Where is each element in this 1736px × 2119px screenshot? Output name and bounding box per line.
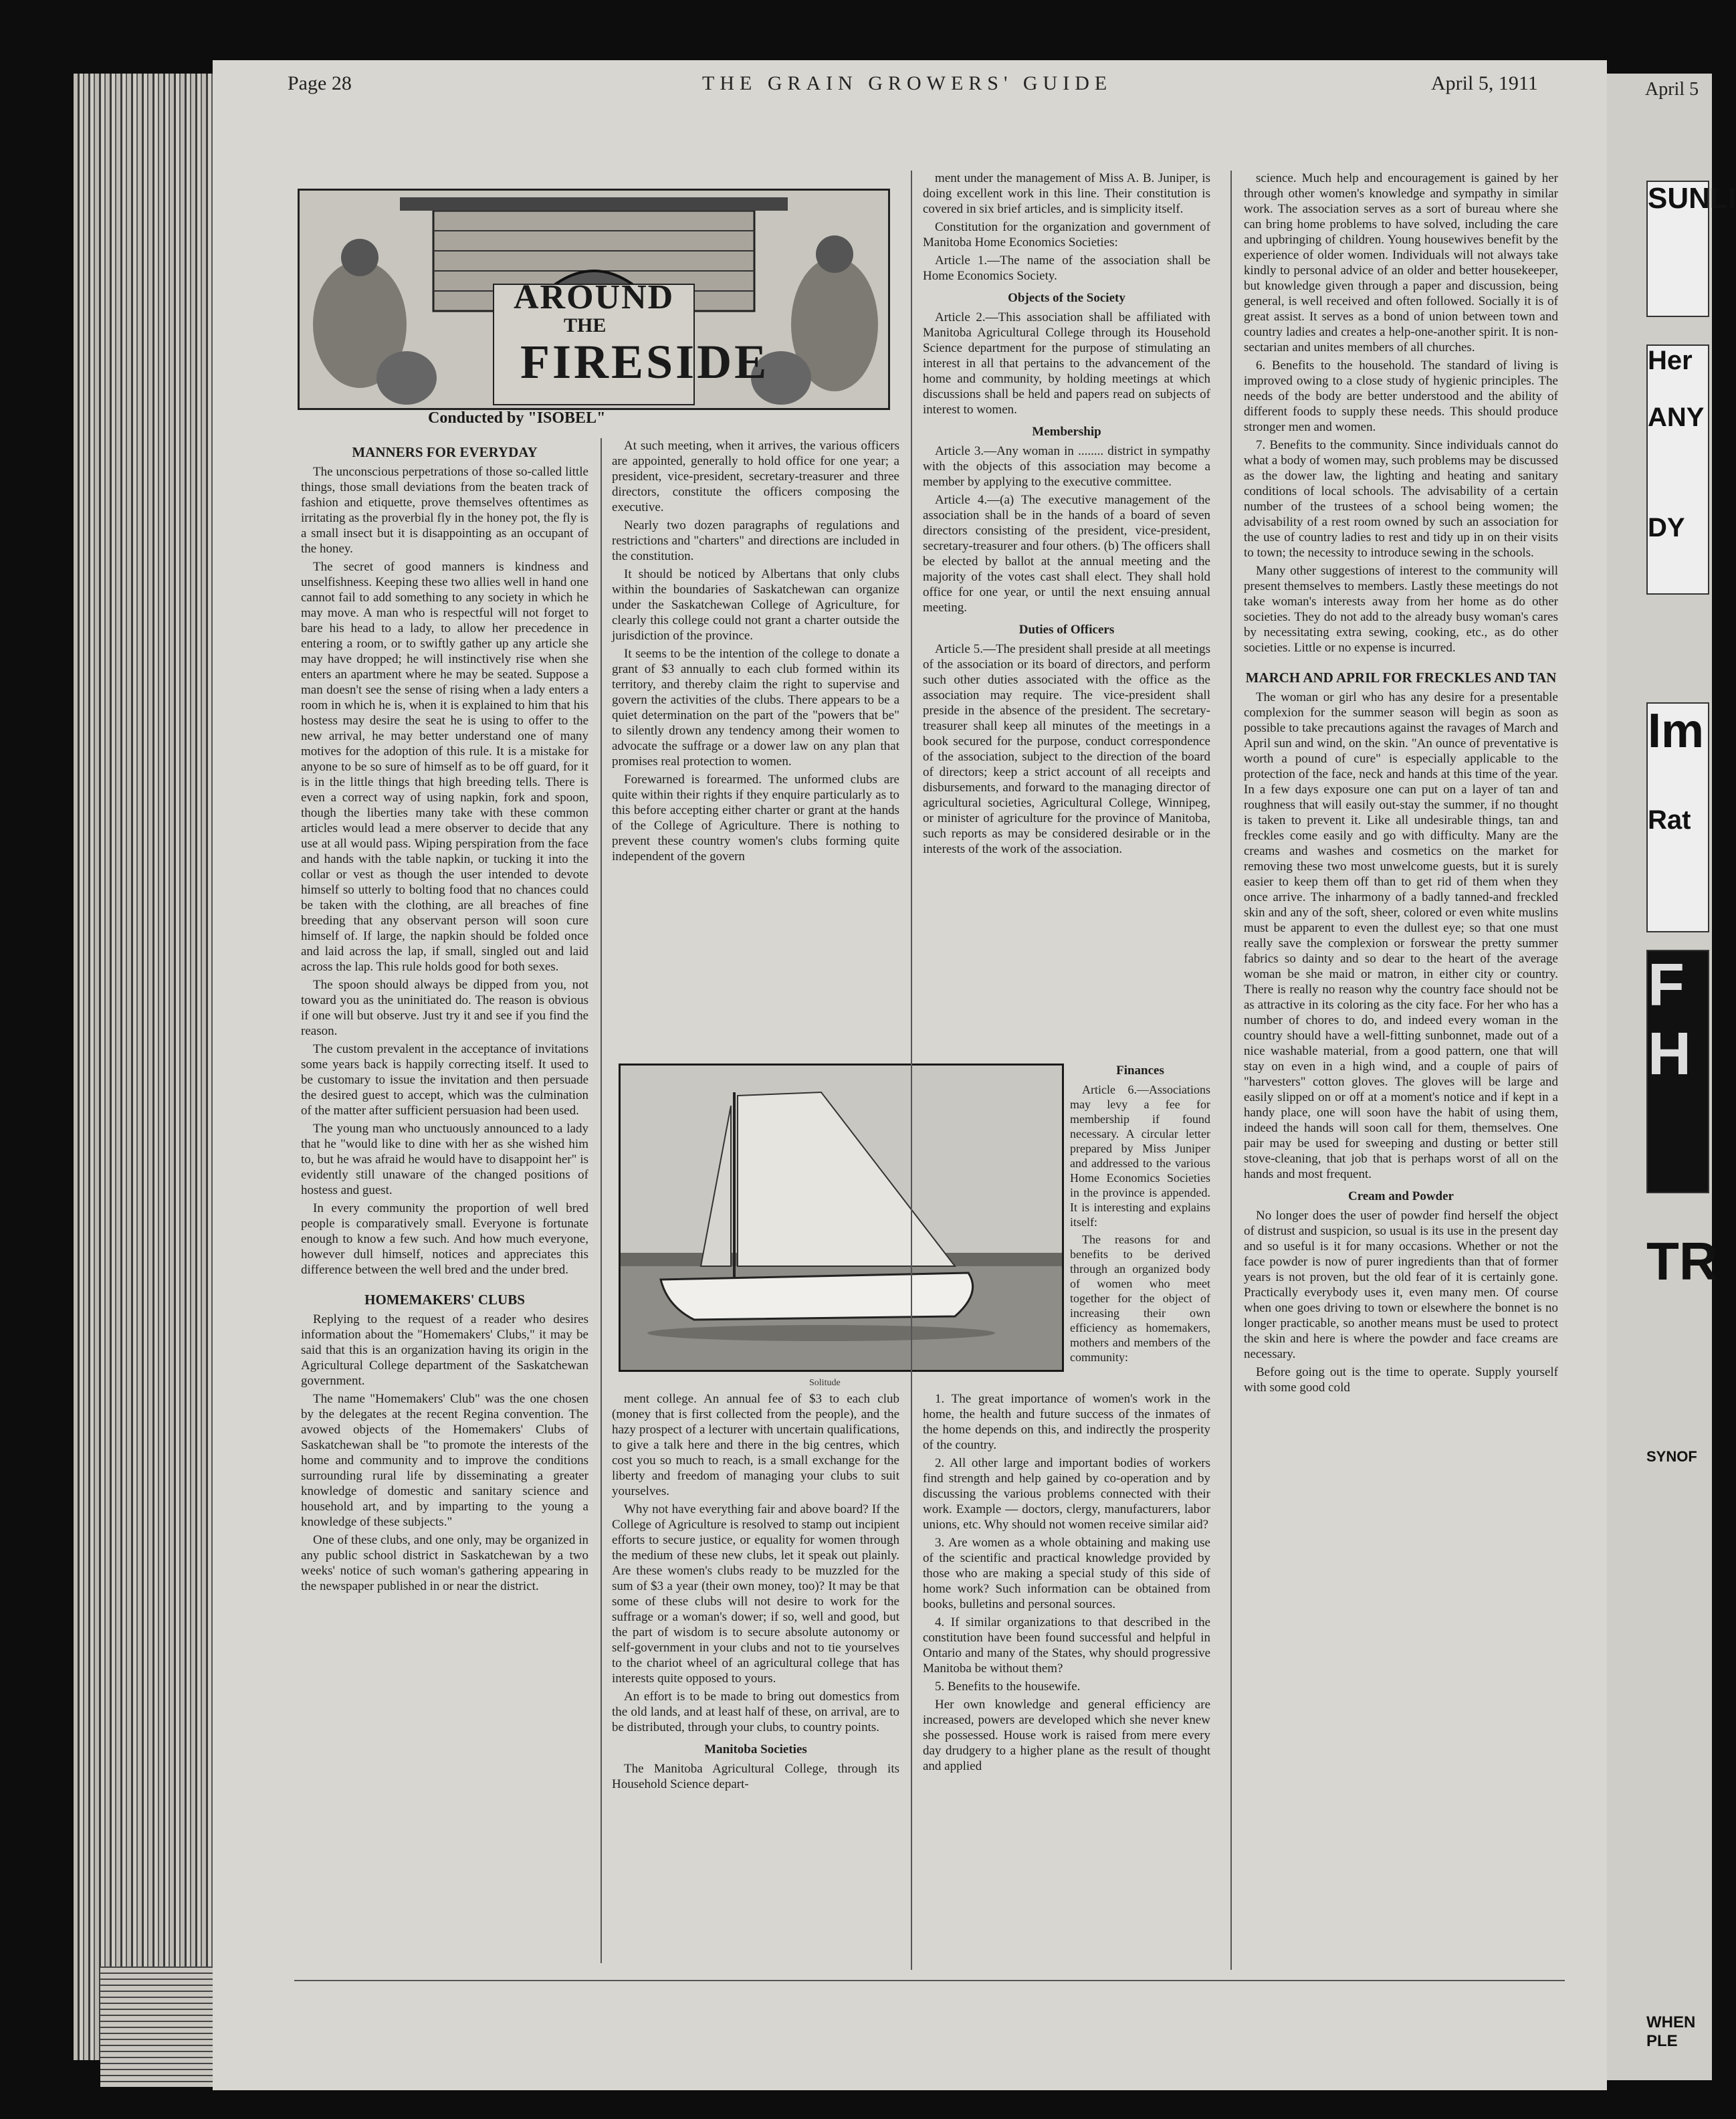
paragraph: The Manitoba Agricultural College, through its Household Science depart- [612,1762,899,1791]
paragraph: The woman or girl who has any desire for a presentable complexion for the summer season will begin as soon as possible to take precautions against the ravages of March and April sun and wind, on the skin. "An ounce of preventative is worth a pound of cure" is especially applicable to the protection of the face, neck and hands at this time of the year. In a few days exposure one can put on a layer of tan and roughness that will easily out-stay the summer, if no thought is taken to prevent it. Like all undesirable things, tan and freckles come easily and go with difficulty. Many are the creams and washes and cosmetics on the market for removing these two most unwelcome guests, but it is surely easier to keep them off than to get rid of them when they once arrive. The inharmony of a badly tanned-and freckled skin and any of the soft, sheer, colored or even white muslins must be apparent to even the dullest eye; so that one must really save the complexion or forswear the pretty summer fabrics so dainty and so dear to the heart of the average woman be she maid or matron, in either city or country. There is really no reason why the country face should not be as attractive in its coloring as the city face. For her who has a number of chores to do, and indeed every woman in the country should have a well-fitting sunbonnet, made out of a nice washable material, from a good pattern, one that will stay on even in a high wind, and a couple of pairs of "harvesters" cotton gloves. The gloves will be large and easily slipped on or off at a moment's notice and if kept in a handy place, one will soon have the habit of using them, indeed the hands will soon call for them, themselves. One pair may be used for sweeping and dusting or better still stove-cleaning, that job that is perhaps worst of all on the hands and most frequent. [1244,690,1558,1181]
sailboat-photo [619,1064,1064,1372]
paragraph: Replying to the request of a reader who desires information about the "Homemakers' Clubs," it may be said that this is an organization having its origin in the Agricultural College department of the Saskatchewan government. [301,1312,588,1388]
heading-manitoba-societies: Manitoba Societies [704,1742,807,1756]
page-number: Page 28 [288,72,352,94]
sailboat-illustration [621,1066,1062,1370]
paragraph: Nearly two dozen paragraphs of regulations and restrictions and "charters" and directions are included in the constitution. [612,518,899,563]
subheading-finances: Finances [1116,1064,1164,1078]
paragraph: The young man who unctuously announced to a lady that he "would like to dine with her as she wished him to, but he was afraid he would have to disappoint her" is evidently still unaware of the changed positions of hostess and guest. [301,1122,588,1197]
paragraph: No longer does the user of powder find herself the object of distrust and suspicion, so usual is its use in the present day and so useful is it for many occasions. Whether or not the face powder is now of purer ingredients than that of former years is not proven, but the old fear of it is certainly gone. Practically everybody uses it, even many men. Of course when one goes driving to town or elsewhere the bonnet is no longer practicable, so another means must be used to protect the skin and here is where the powder and face creams are necessary. [1244,1209,1558,1361]
column-4 [1244,171,1558,1977]
paragraph: One of these clubs, and one only, may be organized in any public school district in Saskatchewan by a two weeks' notice of such woman's gathering appearing in the newspaper published in or near the district. [301,1533,588,1593]
paragraph: Article 3.—Any woman in ........ district in sympathy with the objects of this association may become a member by applying to the executive committee. [923,444,1210,489]
subheading-cream-and-powder: Cream and Powder [1348,1189,1454,1203]
paragraph: The custom prevalent in the acceptance of invitations some years back is happily correcting itself. It used to be customary to issue the invitation and then persuade the desired guest to accept, which was the culmination of the matter after sufficient persuasion had been used. [301,1042,588,1118]
issue-date: April 5, 1911 [1431,72,1538,94]
paragraph: Forewarned is forearmed. The unformed clubs are quite within their rights if they enquire particularly as to this before accepting either charter or grant at the hands of the College of Agriculture. There is nothing to prevent these country women's clubs forming quite independent of the govern [612,773,899,864]
paragraph: The unconscious perpetrations of those so-called little things, those small deviations from the beaten track of fashion and etiquette, prove themselves oftentimes as irritating as the proverbial fly in the honey pot, the fly is a small insect but it is disappointing as an occupant of the honey. [301,465,588,556]
column-3-wrap [1070,1057,1210,1385]
masthead-title: THE GRAIN GROWERS' GUIDE [702,72,1113,94]
heading-homemakers-clubs: HOMEMAKERS' CLUBS [364,1292,525,1308]
paragraph: The reasons for and benefits to be derived through an organized body of women who meet together for the object of increasing their own efficiency as homemakers, mothers and members of the community: [1070,1233,1210,1364]
bottom-rule [294,1980,1565,1981]
column-rule [911,171,912,1970]
column-rule [1230,171,1232,1970]
fireside-banner [298,189,890,410]
byline: Conducted by "ISOBEL" [428,409,606,427]
paragraph: 6. Benefits to the household. The standard of living is improved owing to a close study of hygienic principles. The needs of the body are better understood and the ability of different foods to supply these needs. This should produce stronger men and women. [1244,359,1558,434]
column-2-top [612,438,899,1053]
ad-sunlight: SUNLI [1646,181,1709,317]
paragraph: ment college. An annual fee of $3 to each club (money that is first collected from the people), and the hazy prospect of a lecturer with uncertain qualifications, to give a talk here and there in the big centres, which cost you so much to reach, is a small exchange for the liberty and freedom of managing your clubs to suit yourselves. [612,1392,899,1498]
paragraph: The name "Homemakers' Club" was the one chosen by the delegates at the recent Regina convention. The avowed objects of the Homemakers' Clubs of Saskatchewan shall be "to promote the interests of the home and community and to improve the conditions surrounding rural life by disseminating a greater knowledge of domestic and sanitary science and household art, and by imparting to the young a knowledge of these subjects." [301,1392,588,1529]
paragraph: At such meeting, when it arrives, the various officers are appointed, generally to hold office for one year; a president, vice-president, secretary-treasurer and three directors, constitute the officers composing the executive. [612,439,899,514]
paragraph: Before going out is the time to operate. Supply yourself with some good cold [1244,1365,1558,1395]
paragraph: An effort is to be made to bring out domestics from the old lands, and at least half of these, on arrival, are to be distributed, through your clubs, to country points. [612,1690,899,1734]
paragraph: Constitution for the organization and government of Manitoba Home Economics Societies: [923,220,1210,249]
banner-title-fireside: FIRESIDE [520,335,770,389]
paragraph: 7. Benefits to the community. Since individuals cannot do what a body of women may, such problems may be discussed as the dower law, the lighting and heating and sanitary conditions of local schools. The advisability of a certain number of the trustees of a school being women; the advisability of a rest room owned by such an association for the use of country ladies to rest and tidy up in on their visits to town; the necessity to introduce sewing in the schools. [1244,438,1558,560]
subheading-membership: Membership [1032,425,1101,439]
paragraph: The spoon should always be dipped from you, not toward you as the uninitiated do. The reason is obvious if one will but observe. Just try it and see if you find the reason. [301,978,588,1038]
ad-when: WHEN PLE [1646,2013,1696,2050]
paragraph: It seems to be the intention of the college to donate a grant of $3 annually to each club formed within its territory, and thereby claim the right to supervise and govern the activities of the clubs. There appears to be a quiet determination on the part of the "powers that be" to silently drown any tendency among their women to advocate the suffrage or a dower law on any plan that promises real protection to women. [612,647,899,769]
column-1 [301,438,588,1963]
paragraph: science. Much help and encouragement is gained by her through other women's knowledge and sympathy in similar work. The association serves as a sort of bureau where she can bring home problems to have solved, including the care and upbringing of children. Young housewives benefit by the experience of older women. Individuals will not always take kindly to personal advice of an older and better housekeeper, but knowledge given through a paper and discussion, being general, is well received and often followed. Socially it is of great assist. It serves as a bond of union between town and country ladies and creates a help-one-another spirit. It is non-sectarian and unites members of all churches. [1244,171,1558,355]
paragraph: 3. Are women as a whole obtaining and making use of the scientific and practical knowledge provided by those who are making a special study of this side of home work? Such information can be obtained from books, bulletins and personal sources. [923,1536,1210,1611]
paragraph: Her own knowledge and general efficiency are increased, powers are developed which she never knew she possessed. House work is raised from mere every day drudgery to a higher plane as the result of thought and applied [923,1698,1210,1773]
paragraph: ment under the management of Miss A. B. Juniper, is doing excellent work in this line. Their constitution is covered in six brief articles, and is simplicity itself. [923,171,1210,216]
paragraph: Why not have everything fair and above board? If the College of Agriculture is resolved to stamp out incipient efforts to secure justice, or equality for women through the medium of these new clubs, let it speak out plainly. Are these women's clubs ready to be muzzled for the sum of $3 a year (their own money, too)? It may be that some of these clubs will not desire to work for the suffrage or a woman's dower; if so, well and good, but the part of wisdom is to secure absolute autonomy or self-government in your clubs and not to tie yourselves to the chariot wheel of an agricultural college that has interests quite opposed to yours. [612,1502,899,1686]
paragraph: Article 6.—Associations may levy a fee for membership if found necessary. A circular letter prepared by Miss Juniper and addressed to the various Home Economics Societies in the province is appended. It is interesting and explains itself: [1070,1083,1210,1229]
heading-freckles-and-tan: MARCH AND APRIL FOR FRECKLES AND TAN [1245,670,1557,686]
ad-fh: F H [1646,950,1709,1193]
ad-synof: SYNOF [1646,1448,1697,1465]
page-edges-left [74,74,214,2060]
ad-here: Her ANY DY [1646,344,1709,595]
banner-title-the: THE [564,314,607,336]
paragraph: The secret of good manners is kindness and unselfishness. Keeping these two allies well in hand one cannot fail to add something to any society in which he may move. A man who is respectful will not forget to bare his head to a lady, to allow her precedence in entering a room, or to swiftly gather up any article she may have dropped; he will instinctively rise when she enters an apartment where he may be seated. Suppose a man doesn't see the sense of rising when a lady enters a room in which he is, when it is explained to him that his hostess may desire the seat he is using to offer to the new arrival, he may better understand one of many motives for the adoption of this rule. It is a mistake for anyone to be so sure of himself as to be off guard, for it is in the little things that high breeding tells. There is even a correct way of using napkin, fork and spoon, though the liberties many take with these common articles would lead a mere observer to decide that any use at all would pass. Wiping perspiration from the face and hands with the table napkin, or tucking it into the collar or vest as though the user intended to devote himself so utterly to bolting food that no chances could be taken with the clothing, are all breaches of fine breeding that any observant person will soon cure himself of. If large, the napkin should be folded once and laid across the lap, if small, singled out and laid across the lap. This rule holds good for both sexes. [301,560,588,974]
column-rule [601,438,602,1963]
paragraph: Article 5.—The president shall preside at all meetings of the association or its board of directors, and perform such other duties associated with the office as the association may require. The vice-president shall preside in the absence of the president. The secretary-treasurer shall keep all minutes of the meetings in a book secured for the purpose, conduct correspondence of the association, subject to the direction of the board of directors; keep a strict account of all receipts and disbursements, and forward to the managing director of agricultural societies, Agricultural College, Winnipeg, or minister of agriculture for the province of Manitoba, such reports as may be considered desirable or in the interests of the work of the association. [923,642,1210,856]
paragraph: Many other suggestions of interest to the community will present themselves to members. Lastly these meetings do not take woman's interests away from her home as do other societies. They do not add to the already busy woman's cares by necessitating extra sewing, cooking, etc., as do other societies. Little or no expense is incurred. [1244,564,1558,655]
column-2-bottom [612,1391,899,1973]
column-3-top [923,171,1210,1053]
paragraph: 5. Benefits to the housewife. [935,1680,1081,1694]
paragraph: Article 4.—(a) The executive management of the association shall be in the hands of a board of seven directors consisting of the president, vice-president, secretary-treasurer and four others. (b) The officers shall be elected by ballot at the annual meeting and the majority of the votes cast shall elect. They shall hold office for one year, or until the next ensuing annual meeting. [923,493,1210,615]
banner-title-around: AROUND [514,278,675,316]
paragraph: Article 1.—The name of the association shall be Home Economics Society. [923,254,1210,283]
subheading-duties: Duties of Officers [1018,623,1115,637]
paragraph: In every community the proportion of well bred people is comparatively small. Everyone is fortunate enough to know a few such. And how much everyone, however dull himself, notices and appreciates this difference between the well bred and the under bred. [301,1201,588,1277]
column-3-bottom [923,1391,1210,1973]
heading-manners: MANNERS FOR EVERYDAY [352,444,538,460]
next-page-date: April 5 [1645,79,1699,100]
paragraph: Article 2.—This association shall be affiliated with Manitoba Agricultural College through its Household Science department for the purpose of stimulating an interest in all that pertains to the advancement of the home and community, by holding meetings at which discussions shall be held and papers read on subjects of interest to women. [923,310,1210,417]
photo-caption: Solitude [809,1378,841,1388]
ad-im: Im Rat [1646,702,1709,932]
paragraph: 4. If similar organizations to that described in the constitution have been found successful and helpful in Ontario and many of the States, why should progressive Manitoba be without them? [923,1615,1210,1676]
paragraph: It should be noticed by Albertans that only clubs within the boundaries of Saskatchewan can organize under the Saskatchewan College of Agriculture, for clearly this college could not grant a charter outside the jurisdiction of the province. [612,567,899,643]
paragraph: 2. All other large and important bodies of workers find strength and help gained by co-operation and by discussing the various problems connected with their work. Example — doctors, clergy, manufacturers, labor unions, etc. Why should not women receive similar aid? [923,1456,1210,1532]
paragraph: 1. The great importance of women's work in the home, the health and future success of the inmates of the home depends on this, and indirectly the prosperity of the country. [923,1392,1210,1452]
subheading-objects: Objects of the Society [1008,291,1125,305]
ad-tr: TR [1646,1231,1718,1291]
